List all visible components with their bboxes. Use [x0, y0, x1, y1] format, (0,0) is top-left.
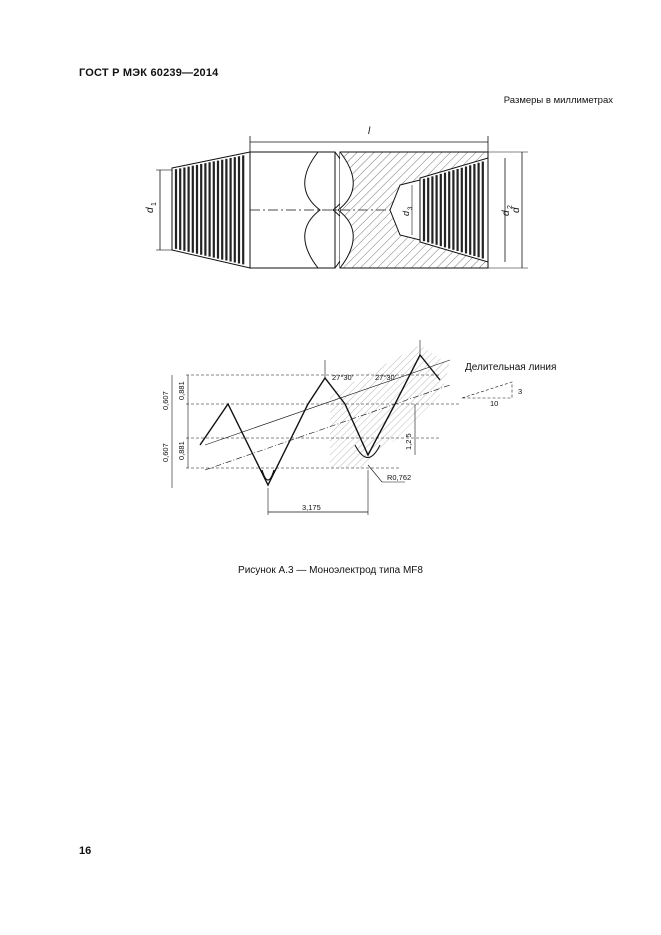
dim-pitch: 3,175: [302, 503, 321, 512]
dim-h2a: 0,607: [161, 443, 170, 462]
dim-h2b: 0,881: [177, 441, 186, 460]
label-d3-sub: 3: [408, 206, 414, 210]
units-note: Размеры в миллиметрах: [503, 95, 613, 106]
dim-angle-1: 27°30': [332, 373, 354, 382]
label-d3: d: [401, 210, 411, 216]
label-d1: d: [145, 207, 156, 213]
label-length: l: [368, 126, 371, 137]
pitch-line-label: Делительная линия: [465, 362, 557, 373]
dim-h1a: 0,607: [161, 391, 170, 410]
dim-taper-rise: 3: [518, 387, 523, 396]
thread-profile: [172, 340, 512, 515]
page-number: 16: [79, 845, 92, 857]
dim-height: 1,2 5: [404, 433, 413, 450]
label-d2-sub: 2: [507, 205, 514, 209]
label-d1-sub: 1: [151, 202, 158, 206]
dim-radius: R0,762: [387, 473, 412, 482]
label-d: d: [511, 207, 522, 213]
left-thread: [172, 152, 250, 268]
dim-taper-run: 10: [490, 399, 499, 408]
dim-angle-2: 27°30': [375, 373, 397, 382]
figure-caption: Рисунок А.3 — Моноэлектрод типа MF8: [238, 565, 423, 576]
document-header: ГОСТ Р МЭК 60239—2014: [79, 67, 219, 79]
dim-h1b: 0,881: [177, 381, 186, 400]
label-d2: d: [501, 210, 512, 216]
electrode-view: [156, 136, 528, 268]
